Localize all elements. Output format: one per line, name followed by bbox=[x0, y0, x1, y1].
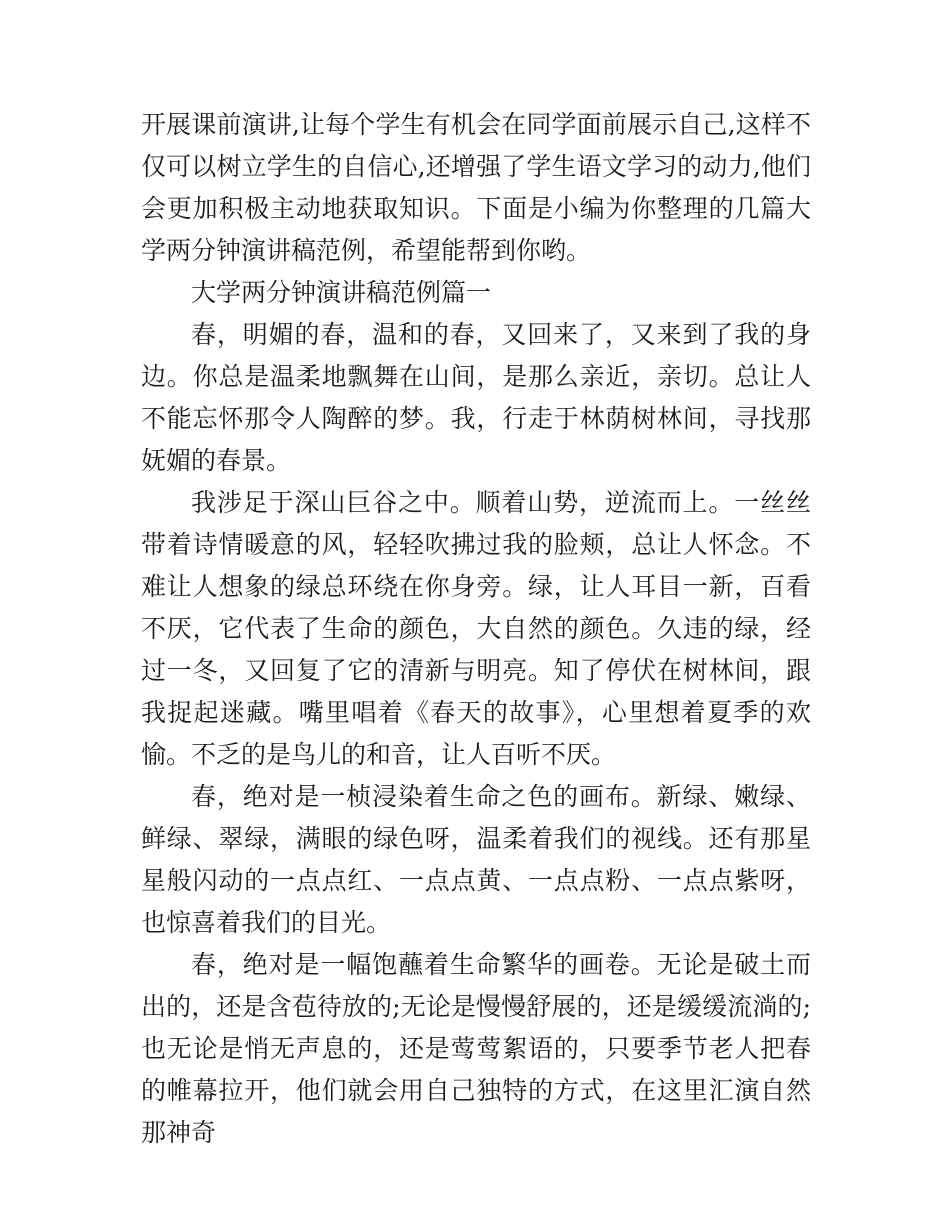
section-heading: 大学两分钟演讲稿范例篇一 bbox=[191, 278, 492, 307]
body-paragraph: 我涉足于深山巨谷之中。顺着山势，逆流而上。一丝丝带着诗情暖意的风，轻轻吹拂过我的脸颊，总让人怀念。不难让人想象的绿总环绕在你身旁。绿，让人耳目一新，百看不厌，它代表了生命的颜色，大自然的颜色。久违的绿，经过一冬，又回复了它的清新与明亮。知了停伏在树林间，跟我捉起迷藏。嘴里唱着《春天的故事》，心里想着夏季的欢愉。不乏的是鸟儿的和音，让人百听不厌。 bbox=[141, 488, 811, 769]
body-paragraph: 春，绝对是一桢浸染着生命之色的画布。新绿、嫩绿、鲜绿、翠绿，满眼的绿色呀，温柔着我们的视线。还有那星星般闪动的一点点红、一点点黄、一点点粉、一点点紫呀，也惊喜着我们的目光。 bbox=[141, 782, 811, 937]
body-paragraph: 春，绝对是一幅饱蘸着生命繁华的画卷。无论是破土而出的，还是含苞待放的;无论是慢慢舒展的，还是缓缓流淌的;也无论是悄无声息的，还是莺莺絮语的，只要季节老人把春的帷幕拉开，他们就会用自己独特的方式，在这里汇演自然那神奇 bbox=[141, 950, 811, 1147]
intro-paragraph: 开展课前演讲,让每个学生有机会在同学面前展示自己,这样不仅可以树立学生的自信心,还增强了学生语文学习的动力,他们会更加积极主动地获取知识。下面是小编为你整理的几篇大学两分钟演讲稿范例，希望能帮到你哟。 bbox=[141, 110, 811, 265]
body-paragraph: 春，明媚的春，温和的春，又回来了，又来到了我的身边。你总是温柔地飘舞在山间，是那么亲近，亲切。总让人不能忘怀那令人陶醉的梦。我，行走于林荫树林间，寻找那妩媚的春景。 bbox=[141, 320, 811, 475]
document-body bbox=[141, 104, 811, 1154]
